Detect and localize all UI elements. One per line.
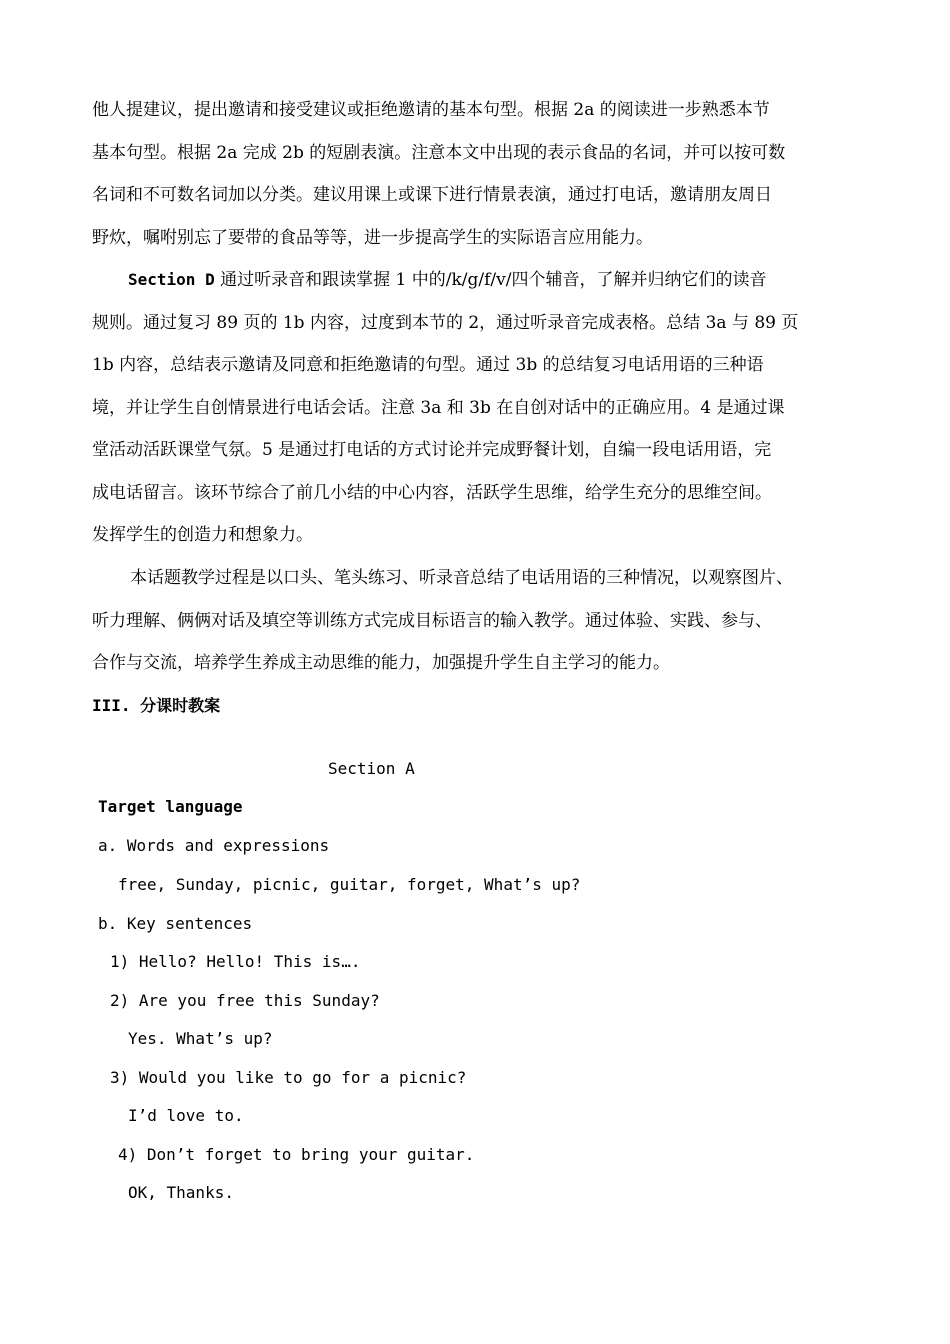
key-sentences-label: b. Key sentences bbox=[98, 914, 253, 933]
target-language-heading: Target language bbox=[98, 797, 243, 816]
paragraph-line: 本话题教学过程是以口头、笔头练习、听录音总结了电话用语的三种情况，以观察图片、 bbox=[130, 568, 793, 588]
key-sentence: 2) Are you free this Sunday? bbox=[110, 991, 380, 1010]
paragraph-line: 野炊，嘱咐别忘了要带的食品等等，进一步提高学生的实际语言应用能力。 bbox=[92, 227, 653, 248]
paragraph-line bbox=[92, 259, 872, 302]
key-sentence-response: OK, Thanks. bbox=[128, 1183, 234, 1202]
words-list: free, Sunday, picnic, guitar, forget, What’s up? bbox=[118, 875, 581, 894]
paragraph-line: 听力理解、俩俩对话及填空等训练方式完成目标语言的输入教学。通过体验、实践、参与、 bbox=[92, 610, 772, 631]
paragraph-line: 名词和不可数名词加以分类。建议用课上或课下进行情景表演，通过打电话，邀请朋友周日 bbox=[92, 185, 772, 205]
paragraph-line: 合作与交流，培养学生养成主动思维的能力，加强提升学生自主学习的能力。 bbox=[92, 653, 670, 673]
key-sentence: 3) Would you like to go for a picnic? bbox=[110, 1068, 467, 1087]
words-label: a. Words and expressions bbox=[98, 836, 330, 855]
key-sentence-response: Yes. What’s up? bbox=[128, 1029, 273, 1048]
paragraph-line: 他人提建议，提出邀请和接受建议或拒绝邀请的基本句型。根据 2a 的阅读进一步熟悉本节 bbox=[92, 100, 770, 120]
paragraph-line: 发挥学生的创造力和想象力。 bbox=[92, 525, 313, 545]
paragraph-line: 成电话留言。该环节综合了前几小结的中心内容，活跃学生思维，给学生充分的思维空间。 bbox=[92, 482, 772, 503]
paragraph-line: 规则。通过复习 89 页的 1b 内容，过度到本节的 2，通过听录音完成表格。总结 3a 与 89 页 bbox=[92, 312, 799, 333]
key-sentence: 1) Hello? Hello! This is…. bbox=[110, 952, 361, 971]
section-title: Section A bbox=[328, 759, 415, 778]
key-sentence-response: I’d love to. bbox=[128, 1106, 244, 1125]
paragraph-summary bbox=[92, 557, 872, 685]
paragraph-line: 境，并让学生自创情景进行电话会话。注意 3a 和 3b 在自创对话中的正确应用。4 是通过课 bbox=[92, 397, 785, 418]
paragraph-line: 基本句型。根据 2a 完成 2b 的短剧表演。注意本文中出现的表示食品的名词，并可以按可数 bbox=[92, 142, 786, 163]
paragraph-line: 1b 内容，总结表示邀请及同意和拒绝邀请的句型。通过 3b 的总结复习电话用语的三种语 bbox=[92, 355, 764, 375]
paragraph-section-d bbox=[92, 259, 872, 557]
paragraph-line: 堂活动活跃课堂气氛。5 是通过打电话的方式讨论并完成野餐计划，自编一段电话用语，完 bbox=[92, 440, 772, 460]
section-d-lead: Section D bbox=[128, 270, 215, 289]
paragraph-section-c bbox=[92, 89, 872, 259]
key-sentence: 4) Don’t forget to bring your guitar. bbox=[118, 1145, 475, 1164]
section-d-first-line: 通过听录音和跟读掌握 1 中的/k/g/f/v/四个辅音，了解并归纳它们的读音 bbox=[214, 270, 767, 290]
section-heading: III. 分课时教案 bbox=[92, 696, 221, 715]
